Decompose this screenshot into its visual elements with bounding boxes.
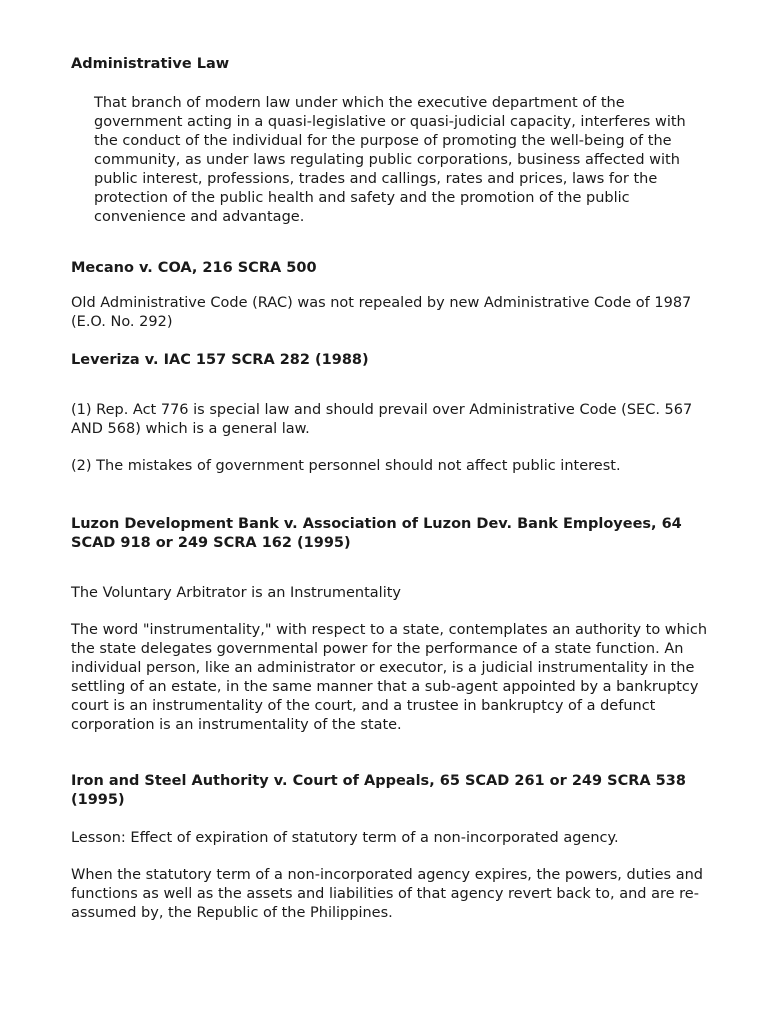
case-paragraph-luzon-1: The Voluntary Arbitrator is an Instrumentality xyxy=(71,585,402,601)
case-title-iron-steel: Iron and Steel Authority v. Court of Appeals, 65 SCAD 261 or 249 SCRA 538 (1995) xyxy=(71,773,686,808)
case-title-luzon: Luzon Development Bank v. Association of Luzon Dev. Bank Employees, 64 SCAD 918 or 249 SCRA 162 (1995) xyxy=(71,516,682,551)
case-paragraph-leveriza-1: (1) Rep. Act 776 is special law and should prevail over Administrative Code (SEC. 567 AND 568) which is a general law. xyxy=(71,402,693,437)
document-title: Administrative Law xyxy=(71,56,230,72)
case-paragraph-iron-steel-2: When the statutory term of a non-incorporated agency expires, the powers, duties and functions as well as the assets and liabilities of that agency revert back to, and are re-assumed by, the Republic of the Philippines. xyxy=(71,867,703,921)
case-title-leveriza: Leveriza v. IAC 157 SCRA 282 (1988) xyxy=(71,352,369,368)
case-paragraph-leveriza-2: (2) The mistakes of government personnel should not affect public interest. xyxy=(71,458,621,474)
case-paragraph-iron-steel-1: Lesson: Effect of expiration of statutory term of a non-incorporated agency. xyxy=(71,830,619,846)
case-paragraph-mecano-1: Old Administrative Code (RAC) was not repealed by new Administrative Code of 1987 (E.O. No. 292) xyxy=(71,295,692,330)
case-paragraph-luzon-2: The word "instrumentality," with respect to a state, contemplates an authority to which the state delegates governmental power for the performance of a state function. An individual person, like an administrator or executor, is a judicial instrumentality in the settling of an estate, in the same manner that a sub-agent appointed by a bankruptcy court is an instrumentality of the court, and a trustee in bankruptcy of a defunct corporation is an instrumentality of the state. xyxy=(71,622,708,733)
case-title-mecano: Mecano v. COA, 216 SCRA 500 xyxy=(71,260,317,276)
definition-paragraph: That branch of modern law under which the executive department of the government acting in a quasi-legislative or quasi-judicial capacity, interferes with the conduct of the individual for the purpose of promoting the well-being of the community, as under laws regulating public corporations, business affected with public interest, professions, trades and callings, rates and prices, laws for the protection of the public health and safety and the promotion of the public convenience and advantage. xyxy=(94,95,686,225)
